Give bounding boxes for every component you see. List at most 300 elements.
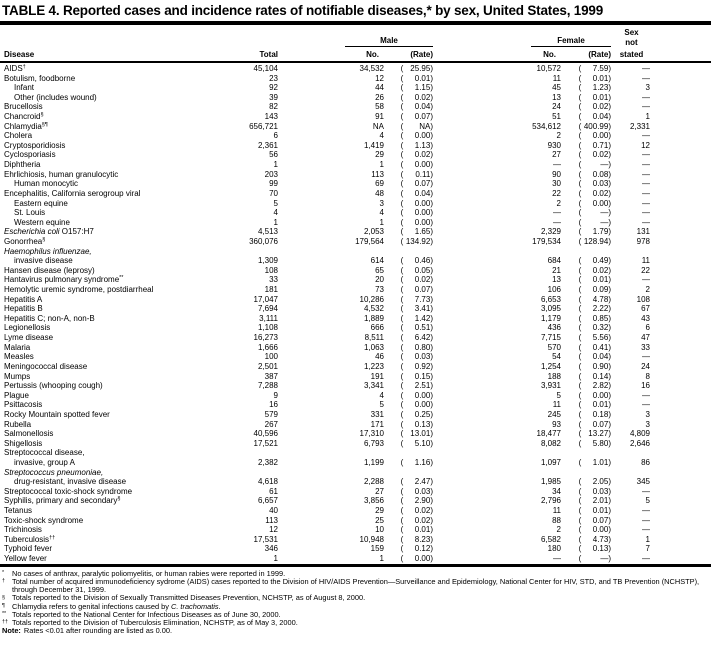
cell-male-no: 1,889 [363, 313, 384, 323]
cell-total: 17,531 [253, 534, 278, 544]
cell-total: 17,521 [253, 438, 278, 448]
cell-female-rate: ( 5.56) [578, 333, 611, 343]
cell-female-rate: ( 0.41) [578, 342, 611, 352]
cell-male-no [278, 247, 384, 257]
cell-male-no: 3,856 [363, 496, 384, 506]
table-row [4, 535, 654, 545]
cell-male-rate [384, 468, 433, 478]
table-row [4, 439, 654, 449]
cell-female-rate: ( 0.01) [578, 73, 611, 83]
cell-female-no: 180 [547, 544, 561, 554]
cell-male-no: 2,053 [363, 227, 384, 237]
cell-female-no: 18,477 [536, 429, 561, 439]
cell-sex-not-stated: — [642, 208, 650, 218]
cell-total [220, 247, 278, 257]
footnote-marker: †† [2, 619, 8, 626]
disease-name-italic: Streptococcus pneumoniae, [4, 467, 104, 477]
cell-male-rate: ( 2.90) [400, 496, 433, 506]
table-body [0, 63, 711, 564]
cell-male-rate [384, 247, 433, 257]
cell-female-no: 1,097 [540, 457, 561, 467]
table-row [4, 381, 654, 391]
cell-total: 17,047 [253, 294, 278, 304]
cell-total: 2,382 [257, 457, 278, 467]
cell-female-rate: ( 2.22) [578, 304, 611, 314]
cell-disease: Human monocytic [14, 179, 79, 189]
cell-female-no: 13 [552, 275, 561, 285]
footnote: †† Totals reported to the Division of Tuberculosis Elimination, NCHSTP, as of May 3, 2000. [2, 617, 298, 627]
cell-male-no: 29 [375, 506, 384, 516]
table-row [4, 141, 654, 151]
cell-male-rate: ( 6.42) [400, 333, 433, 343]
cell-total: 203 [264, 169, 278, 179]
cell-sex-not-stated: 47 [641, 333, 650, 343]
table-row [4, 295, 654, 305]
cell-male-rate: ( 0.92) [400, 361, 433, 371]
cell-total: 70 [269, 188, 278, 198]
cell-female-rate: ( 13.27) [578, 429, 611, 439]
cell-total: 1 [273, 554, 278, 564]
cell-disease: Streptococcal disease, [4, 448, 85, 458]
cell-female-no: 11 [552, 73, 561, 83]
cell-male-rate: ( 0.12) [400, 544, 433, 554]
cell-sex-not-stated: 1 [645, 534, 650, 544]
cell-female-no: — [553, 160, 561, 170]
cell-male-no: 27 [375, 486, 384, 496]
cell-male-rate: ( 8.23) [400, 534, 433, 544]
cell-total: 4 [273, 208, 278, 218]
cell-total: 100 [264, 352, 278, 362]
cell-female-rate: ( 0.13) [578, 544, 611, 554]
table-row [4, 218, 654, 228]
cell-disease [4, 468, 220, 478]
cell-sex-not-stated: 345 [636, 477, 650, 487]
cell-sex-not-stated: 6 [645, 323, 650, 333]
cell-male-no [278, 448, 384, 458]
cell-male-rate: ( 0.00) [400, 554, 433, 564]
cell-female-rate: ( 0.14) [578, 371, 611, 381]
cell-disease: Hansen disease (leprosy) [4, 265, 95, 275]
footnote-reference: § [117, 496, 121, 503]
cell-female-no: 13 [552, 92, 561, 102]
cell-total: 39 [269, 92, 278, 102]
table-row [4, 372, 654, 382]
cell-female-rate: ( 0.02) [578, 265, 611, 275]
cell-female-rate: ( —) [578, 554, 611, 564]
footnote-reference: † [22, 64, 26, 70]
cell-sex-not-stated: 1 [645, 112, 650, 122]
cell-sex-not-stated: 8 [645, 371, 650, 381]
cell-male-no: 48 [375, 188, 384, 198]
cell-female-no: 188 [547, 371, 561, 381]
cell-female-rate: ( 5.80) [578, 438, 611, 448]
cell-sex-not-stated: 11 [641, 256, 650, 266]
cell-female-no: 106 [547, 285, 561, 295]
cell-disease: Mumps [4, 371, 31, 381]
cell-total: 4,618 [257, 477, 278, 487]
cell-male-no: 91 [375, 112, 384, 122]
table-row [4, 189, 654, 199]
cell-male-rate: ( 0.11) [400, 169, 433, 179]
table-row [4, 420, 654, 430]
female-group-label: Female [531, 36, 611, 47]
cell-male-no: 26 [375, 92, 384, 102]
cell-female-rate: ( —) [578, 160, 611, 170]
table-row [4, 323, 654, 333]
cell-male-no: 44 [375, 83, 384, 93]
total-column-header: Total [259, 50, 278, 59]
cell-female-rate: ( 0.00) [578, 525, 611, 535]
cell-male-rate: ( 0.00) [400, 217, 433, 227]
cell-total: 33 [269, 275, 278, 285]
footnotes [0, 567, 711, 636]
cell-disease: Salmonellosis [4, 429, 54, 439]
cell-sex-not-stated: — [642, 400, 650, 410]
cell-sex-not-stated: 5 [645, 496, 650, 506]
table-row [4, 199, 654, 209]
cell-male-no: 4 [379, 208, 384, 218]
cell-disease: Cryptosporidiosis [4, 140, 66, 150]
cell-female-rate: ( 4.73) [578, 534, 611, 544]
cell-sex-not-stated: 2,646 [629, 438, 650, 448]
table-row [4, 266, 654, 276]
table-row [4, 112, 654, 122]
cell-male-no: 1,223 [363, 361, 384, 371]
cell-male-rate [384, 448, 433, 458]
cell-female-rate: ( 0.07) [578, 515, 611, 525]
table-row [4, 400, 654, 410]
cell-disease: Diphtheria [4, 160, 41, 170]
cell-disease: Shigellosis [4, 438, 43, 448]
male-no-column-header: No. [366, 50, 379, 59]
cell-disease: Yellow fever [4, 554, 47, 564]
cell-sex-not-stated: — [642, 525, 650, 535]
cell-female-rate: ( 0.71) [578, 140, 611, 150]
cell-disease: Hantavirus pulmonary syndrome** [4, 275, 124, 285]
male-column-group [278, 36, 433, 48]
cell-female-rate: ( 0.18) [578, 409, 611, 419]
cell-disease: Gonorrhea§ [4, 236, 46, 246]
cell-male-rate: ( 1.15) [400, 83, 433, 93]
cell-total: 656,721 [249, 121, 278, 131]
cell-total: 579 [264, 409, 278, 419]
table-row [4, 93, 654, 103]
cell-total: 1,309 [257, 256, 278, 266]
cell-disease: Hemolytic uremic syndrome, postdiarrheal [4, 285, 154, 295]
cell-female-no: 2 [556, 198, 561, 208]
cell-male-no: 179,564 [355, 236, 384, 246]
cell-disease: Chlamydia§¶ [4, 121, 48, 131]
male-group-label: Male [345, 36, 433, 47]
cell-disease: Hepatitis A [4, 294, 43, 304]
table-row [4, 333, 654, 343]
cell-total: 40 [269, 506, 278, 516]
cell-female-no: — [553, 208, 561, 218]
cell-disease: drug-resistant, invasive disease [14, 477, 127, 487]
cell-female-no: 3,931 [540, 381, 561, 391]
cell-male-rate: ( 0.46) [400, 256, 433, 266]
cell-female-no: 90 [552, 169, 561, 179]
cell-male-rate: ( 3.41) [400, 304, 433, 314]
cell-sex-not-stated: 3 [645, 83, 650, 93]
cell-total: 9 [273, 390, 278, 400]
cell-female-no: 22 [552, 188, 561, 198]
table-row [4, 227, 654, 237]
cell-male-rate: ( 0.02) [400, 275, 433, 285]
cell-total: 12 [269, 525, 278, 535]
cell-female-rate: ( —) [578, 217, 611, 227]
cell-total: 2,361 [257, 140, 278, 150]
cell-male-rate: ( 0.05) [400, 265, 433, 275]
cell-sex-not-stated: 12 [641, 140, 650, 150]
cell-sex-not-stated: — [642, 150, 650, 160]
cell-sex-not-stated: — [642, 217, 650, 227]
cell-disease: Tuberculosis†† [4, 534, 56, 544]
cell-male-rate: ( 0.03) [400, 486, 433, 496]
cell-male-rate: ( 0.07) [400, 179, 433, 189]
cell-male-rate: ( 0.00) [400, 400, 433, 410]
table-row [4, 458, 654, 468]
cell-female-no: — [553, 554, 561, 564]
cell-disease: Botulism, foodborne [4, 73, 76, 83]
cell-total: 4,513 [257, 227, 278, 237]
cell-female-no: 2 [556, 131, 561, 141]
sex-not-stated-header-top: Sex not [624, 28, 639, 47]
cell-female-no: 2 [556, 525, 561, 535]
cell-female-no: 6,582 [540, 534, 561, 544]
cell-disease: Lyme disease [4, 333, 54, 343]
cell-female-rate: ( 1.23) [578, 83, 611, 93]
cell-disease: Trichinosis [4, 525, 42, 535]
table-row [4, 64, 654, 74]
footnote-reference: § [40, 112, 44, 119]
table-row [4, 314, 654, 324]
cell-total: 2,501 [257, 361, 278, 371]
cell-male-rate: ( 0.03) [400, 352, 433, 362]
table-row [4, 256, 654, 266]
cell-male-rate: ( 0.04) [400, 102, 433, 112]
cell-total: 16 [269, 400, 278, 410]
cell-male-rate: ( 1.65) [400, 227, 433, 237]
cell-total: 82 [269, 102, 278, 112]
footnote: † Total number of acquired immunodeficiency sydrome (AIDS) cases reported to the Division of HIV/AIDS Prevention—Surveillance and Epidemiology, National Center for HIV, STD, and TB Prevention (NCHSTP), through December 31, 1999. [2, 576, 700, 595]
cell-female-rate: ( 4.78) [578, 294, 611, 304]
cell-disease: Rubella [4, 419, 32, 429]
footnote-marker: * [2, 570, 5, 577]
cell-sex-not-stated: 3 [645, 409, 650, 419]
cell-female-no: 11 [552, 506, 561, 516]
cell-female-no [433, 247, 561, 257]
cell-disease: Pertussis (whooping cough) [4, 381, 103, 391]
cell-disease: Rocky Mountain spotted fever [4, 409, 110, 419]
cell-male-no: 12 [375, 73, 384, 83]
cell-male-rate: ( 134.92) [400, 236, 433, 246]
cell-male-no: 3,341 [363, 381, 384, 391]
cell-sex-not-stated: 24 [641, 361, 650, 371]
cell-disease: invasive disease [14, 256, 73, 266]
cell-sex-not-stated: — [642, 486, 650, 496]
cell-male-rate: ( 0.02) [400, 92, 433, 102]
footnote-reference: § [42, 236, 46, 243]
table-row [4, 150, 654, 160]
cell-total: 113 [265, 515, 278, 525]
cell-female-no: 51 [552, 112, 561, 122]
footnote: ** Totals reported to the National Center for Infectious Diseases as of June 30, 2000. [2, 609, 281, 619]
cell-sex-not-stated: — [642, 188, 650, 198]
table-row [4, 487, 654, 497]
table-row [4, 516, 654, 526]
table-row [4, 391, 654, 401]
cell-disease: Hepatitis B [4, 304, 43, 314]
female-rate-column-header: (Rate) [588, 50, 611, 59]
table-row [4, 122, 654, 132]
cell-female-rate: ( 0.04) [578, 112, 611, 122]
cell-female-no: 27 [552, 150, 561, 160]
cell-female-rate: ( 0.01) [578, 400, 611, 410]
cell-total: 92 [269, 83, 278, 93]
cell-sex-not-stated: 7 [645, 544, 650, 554]
cell-sex-not-stated [611, 247, 652, 257]
cell-sex-not-stated: 4,809 [629, 429, 650, 439]
cell-female-no: 45 [552, 83, 561, 93]
cell-male-no: 34,532 [359, 64, 384, 73]
cell-female-rate [561, 448, 611, 458]
table-row [4, 410, 654, 420]
cell-male-no: 4 [379, 131, 384, 141]
cell-male-no: 46 [375, 352, 384, 362]
cell-female-rate: ( 2.82) [578, 381, 611, 391]
male-rate-column-header: (Rate) [410, 50, 433, 59]
cell-sex-not-stated: — [642, 73, 650, 83]
cell-total: 23 [269, 73, 278, 83]
cell-male-no: 65 [375, 265, 384, 275]
cell-male-no: 17,310 [359, 429, 384, 439]
cell-total: 40,596 [253, 429, 278, 439]
cell-disease: Tetanus [4, 506, 33, 516]
cell-female-no: 436 [547, 323, 561, 333]
footnote-marker: ¶ [2, 603, 5, 609]
cell-male-rate: ( 0.02) [400, 506, 433, 516]
cell-male-rate: ( 0.13) [400, 419, 433, 429]
cell-male-rate: ( 0.51) [400, 323, 433, 333]
cell-sex-not-stated: 67 [641, 304, 650, 314]
cell-female-no: 5 [556, 390, 561, 400]
cell-male-rate: ( 0.00) [400, 131, 433, 141]
cell-sex-not-stated: 33 [641, 342, 650, 352]
footnote: Note: Rates <0.01 after rounding are listed as 0.00. [2, 626, 173, 636]
cell-male-rate: ( 7.73) [400, 294, 433, 304]
cell-female-no: 93 [552, 419, 561, 429]
cell-female-rate: ( 0.04) [578, 352, 611, 362]
cell-female-rate: ( 0.49) [578, 256, 611, 266]
cell-female-rate [561, 247, 611, 257]
cell-sex-not-stated: 131 [636, 227, 650, 237]
cell-female-no: 24 [552, 102, 561, 112]
table-row [4, 477, 654, 487]
cell-disease: Other (includes wound) [14, 92, 97, 102]
table-row [4, 506, 654, 516]
table-row [4, 179, 654, 189]
footnote-italic-term: C. trachomatis [170, 601, 219, 611]
cell-total: 1,108 [257, 323, 278, 333]
table-header [0, 25, 711, 61]
cell-disease: Typhoid fever [4, 544, 53, 554]
table-row [4, 102, 654, 112]
cell-male-no: 1,199 [363, 457, 384, 467]
cell-male-rate: ( 0.02) [400, 515, 433, 525]
cell-male-rate: ( 0.25) [400, 409, 433, 419]
cell-female-rate: ( 0.00) [578, 390, 611, 400]
cell-sex-not-stated: 2 [645, 285, 650, 295]
cell-male-rate: ( 0.02) [400, 150, 433, 160]
cell-sex-not-stated: 22 [641, 265, 650, 275]
cell-total: 7,694 [257, 304, 278, 314]
cell-disease: Chancroid§ [4, 112, 44, 122]
cell-female-no [433, 448, 561, 458]
table-row [4, 304, 654, 314]
cell-female-no [433, 468, 561, 478]
cell-sex-not-stated: — [642, 506, 650, 516]
cell-disease: Meningococcal disease [4, 361, 88, 371]
cell-female-rate: ( 0.09) [578, 285, 611, 295]
footnote: * No cases of anthrax, paralytic poliomyelitis, or human rabies were reported in 1999. [2, 568, 286, 578]
table-row [4, 237, 654, 247]
footnote-reference: ** [119, 275, 124, 282]
cell-total [220, 468, 278, 478]
cell-female-no: 88 [552, 515, 561, 525]
table-row [4, 247, 654, 257]
cell-male-no: 1,063 [363, 342, 384, 352]
cell-disease: Eastern equine [14, 198, 68, 208]
cell-sex-not-stated: — [642, 179, 650, 189]
cell-female-rate: ( 1.01) [578, 457, 611, 467]
cell-male-rate: ( 2.47) [400, 477, 433, 487]
cell-disease: Western equine [14, 217, 70, 227]
cell-female-rate [561, 468, 611, 478]
table-row [4, 83, 654, 93]
cell-male-rate: ( 5.10) [400, 438, 433, 448]
cell-disease: Plague [4, 390, 29, 400]
cell-male-rate: ( 1.13) [400, 140, 433, 150]
cell-male-no: 171 [370, 419, 384, 429]
cell-female-no: 684 [547, 256, 561, 266]
cell-sex-not-stated: — [642, 515, 650, 525]
table-row [4, 275, 654, 285]
cell-male-no: 5 [379, 400, 384, 410]
table-row [4, 170, 654, 180]
cell-female-no: 2,329 [540, 227, 561, 237]
footnote-marker: ** [2, 611, 7, 618]
cell-female-rate: ( 2.01) [578, 496, 611, 506]
table-row [4, 468, 654, 478]
cell-female-no: 10,572 [536, 64, 561, 73]
cell-sex-not-stated: — [642, 102, 650, 112]
table-row [4, 448, 654, 458]
cell-female-rate: ( —) [578, 208, 611, 218]
cell-female-no: 930 [547, 140, 561, 150]
cell-female-no: 30 [552, 179, 561, 189]
cell-female-rate: ( 0.02) [578, 188, 611, 198]
cell-male-rate: ( 0.01) [400, 525, 433, 535]
footnote: § Totals reported to the Division of Sexually Transmitted Diseases Prevention, NCHSTP, as of August 8, 2000. [2, 593, 366, 603]
cell-total: 3,111 [259, 313, 278, 323]
cell-disease: Encephalitis, California serogroup viral [4, 188, 141, 198]
cell-total: 1 [273, 160, 278, 170]
cell-female-no: 1,985 [540, 477, 561, 487]
cell-total: 45,104 [253, 64, 278, 73]
cell-total: 1 [273, 217, 278, 227]
cell-male-no: 25 [375, 515, 384, 525]
